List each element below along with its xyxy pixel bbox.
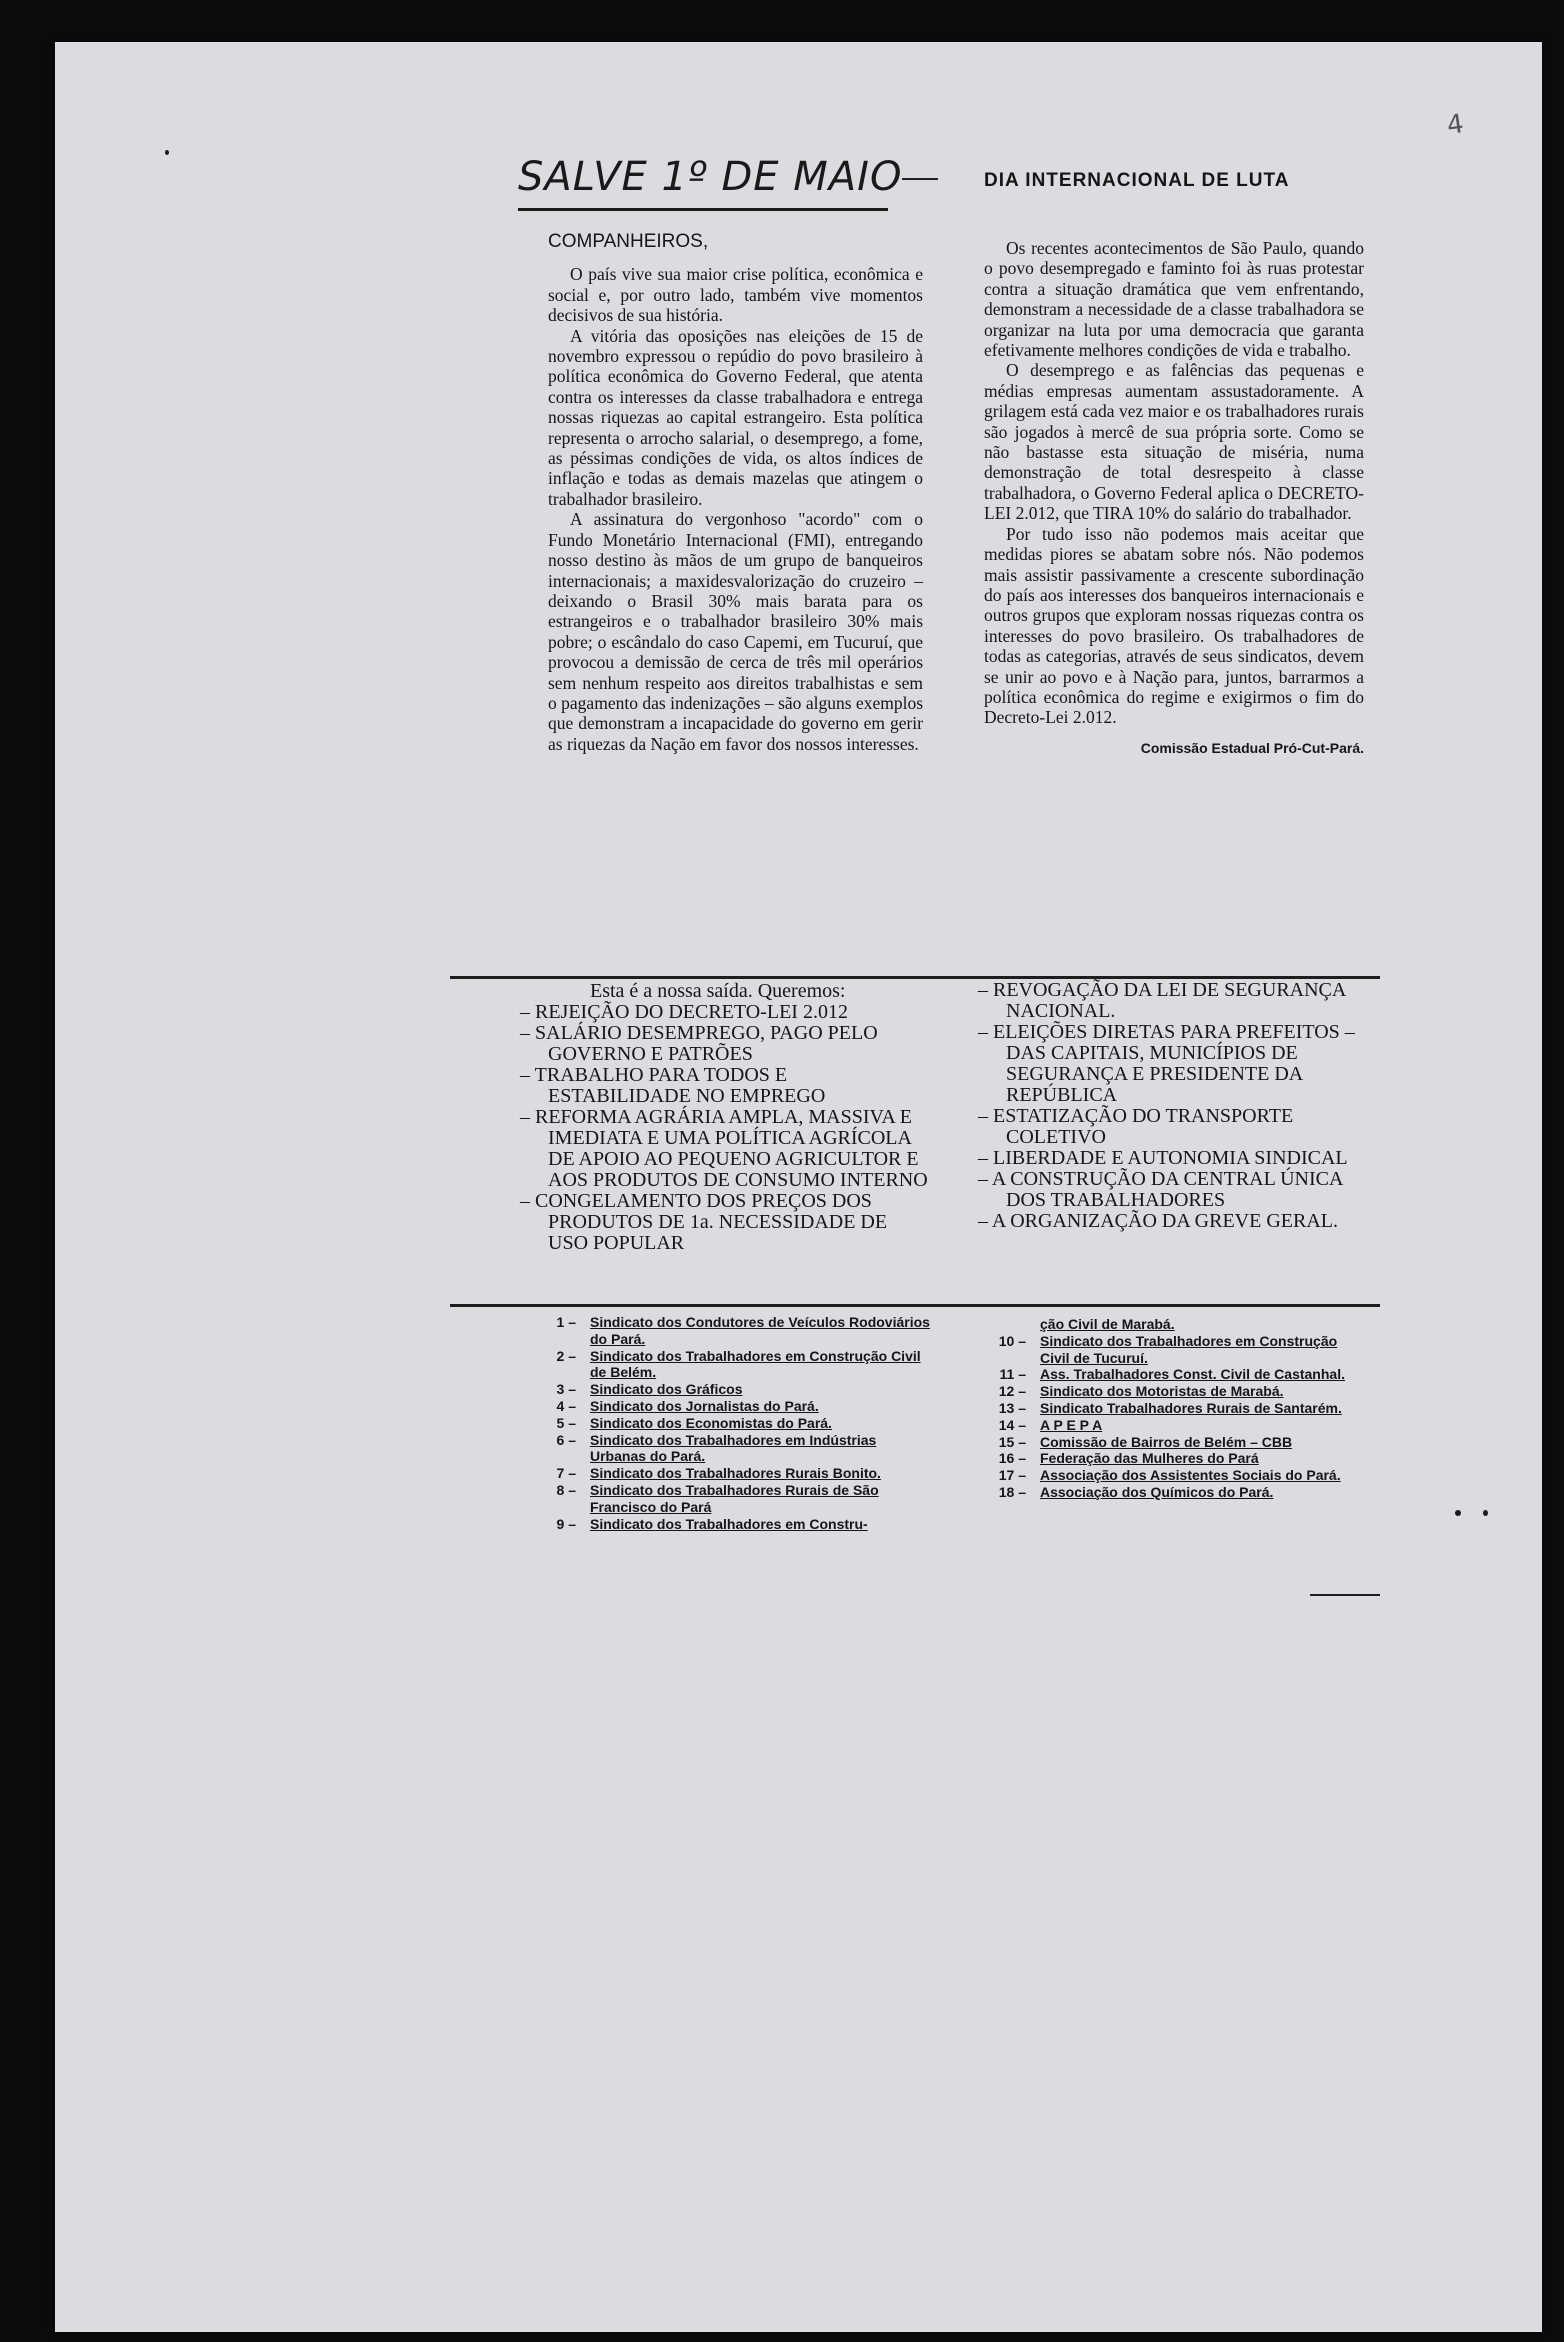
printed-title: DIA INTERNACIONAL DE LUTA bbox=[984, 170, 1290, 191]
org-item: 10 – Sindicato dos Trabalhadores em Construção Civil de Tucuruí. bbox=[998, 1332, 1338, 1366]
speck bbox=[1455, 1510, 1461, 1516]
org-continuation: ção Civil de Marabá. bbox=[1040, 1316, 1175, 1332]
demand-item: – TRABALHO PARA TODOS E ESTABILIDADE NO EMPREGO bbox=[520, 1064, 826, 1107]
org-item: 6 – Sindicato dos Trabalhadores em Indústrias Urbanas do Pará. bbox=[556, 1431, 877, 1465]
demand-item: – REVOGAÇÃO DA LEI DE SEGURANÇA NACIONAL. bbox=[978, 979, 1346, 1022]
organizations-left bbox=[520, 1314, 930, 1532]
demand-item: – ESTATIZAÇÃO DO TRANSPORTE COLETIVO bbox=[978, 1105, 1294, 1148]
org-item: 12 – Sindicato dos Motoristas de Marabá. bbox=[998, 1383, 1284, 1400]
paragraph: A assinatura do vergonhoso "acordo" com o Fundo Monetário Internacional (FMI), entregando nosso destino às mãos de um grupo de banqueiros internacionais; a maxidesvalorização do cruzeiro – deixando o Brasil 30% mais barata para os estrangeiros e o trabalhador brasileiro 30% mais pobre; o escândalo do caso Capemi, em Tucuruí, que provocou a demissão de cerca de três mil operários sem nenhum respeito aos direitos trabalhistas e sem o pagamento das indenizações – são alguns exemplos que demonstram a incapacidade do governo em gerir as riquezas da Nação em favor dos nossos interesses. bbox=[548, 509, 923, 754]
demand-item: – SALÁRIO DESEMPREGO, PAGO PELO GOVERNO E PATRÕES bbox=[520, 1022, 878, 1065]
organizations-right bbox=[970, 1316, 1370, 1501]
org-item: 14 – A P E P A bbox=[998, 1416, 1103, 1433]
demands-intro: Esta é a nossa saída. Queremos: bbox=[590, 980, 846, 1002]
org-item: 5 – Sindicato dos Economistas do Pará. bbox=[556, 1414, 832, 1431]
demand-item: – REJEIÇÃO DO DECRETO-LEI 2.012 bbox=[520, 1001, 848, 1023]
demands-right bbox=[978, 980, 1368, 1232]
org-item: 17 – Associação dos Assistentes Sociais do Pará. bbox=[998, 1467, 1341, 1484]
org-item: 4 – Sindicato dos Jornalistas do Pará. bbox=[556, 1397, 819, 1414]
signature: Comissão Estadual Pró-Cut-Pará. bbox=[1140, 739, 1364, 756]
right-column bbox=[984, 238, 1364, 758]
demand-item: – LIBERDADE E AUTONOMIA SINDICAL bbox=[978, 1147, 1348, 1169]
document-page bbox=[55, 42, 1542, 2332]
demands-left bbox=[520, 1002, 930, 1254]
paragraph: Os recentes acontecimentos de São Paulo, quando o povo desempregado e faminto foi às ruas protestar contra a situação dramática que vem enfrentando, demonstram a necessidade de a classe trabalhadora se organizar na luta por uma democracia que garanta efetivamente melhores condições de vida e trabalho. bbox=[984, 238, 1364, 361]
speck bbox=[165, 150, 169, 155]
paragraph: A vitória das oposições nas eleições de 15 de novembro expressou o repúdio do povo brasileiro à política econômica do Governo Federal, que atenta contra os interesses da classe trabalhadora e entrega nossas riquezas ao capital estrangeiro. Esta política representa o arrocho salarial, o desemprego, a fome, as péssimas condições de vida, os altos índices de inflação e todas as demais mazelas que atingem o trabalhador brasileiro. bbox=[548, 325, 923, 509]
speck bbox=[1483, 1510, 1488, 1516]
handwritten-title: SALVE 1º DE MAIO bbox=[518, 154, 903, 200]
section-rule bbox=[450, 1304, 1380, 1307]
demand-item: – ELEIÇÕES DIRETAS PARA PREFEITOS – DAS CAPITAIS, MUNICÍPIOS DE SEGURANÇA E PRESIDENTE DA REPÚBLICA bbox=[978, 1021, 1355, 1106]
paragraph: O país vive sua maior crise política, econômica e social e, por outro lado, também vive momentos decisivos de sua história. bbox=[548, 264, 923, 326]
page-number: 4 bbox=[1445, 108, 1467, 142]
paragraph: Por tudo isso não podemos mais aceitar que medidas piores se abatam sobre nós. Não podemos mais assistir passivamente a crescente subordinação do país aos interesses dos banqueiros internacionais e outros grupos que exploram nossas riquezas contra os interesses do povo brasileiro. Os trabalhadores de todas as categorias, através de seus sindicatos, devem se unir ao povo e à Nação para, juntos, barrarmos a política econômica do regime e exigirmos o fim do Decreto-Lei 2.012. bbox=[984, 523, 1364, 728]
salutation: COMPANHEIROS, bbox=[548, 231, 709, 252]
org-item: 13 – Sindicato Trabalhadores Rurais de Santarém. bbox=[998, 1399, 1342, 1416]
org-item: 1 – Sindicato dos Condutores de Veículos Rodoviários do Pará. bbox=[556, 1314, 930, 1347]
demand-item: – A ORGANIZAÇÃO DA GREVE GERAL. bbox=[978, 1210, 1338, 1232]
demand-item: – CONGELAMENTO DOS PREÇOS DOS PRODUTOS DE 1a. NECESSIDADE DE USO POPULAR bbox=[520, 1190, 888, 1254]
org-item: 7 – Sindicato dos Trabalhadores Rurais Bonito. bbox=[556, 1465, 881, 1482]
left-column bbox=[548, 232, 923, 754]
demand-item: – REFORMA AGRÁRIA AMPLA, MASSIVA E IMEDIATA E UMA POLÍTICA AGRÍCOLA DE APOIO AO PEQUENO AGRICULTOR E AOS PRODUTOS DE CONSUMO INTERNO bbox=[520, 1106, 928, 1191]
header bbox=[450, 154, 1380, 214]
org-item: 18 – Associação dos Químicos do Pará. bbox=[998, 1483, 1274, 1500]
org-item: 15 – Comissão de Bairros de Belém – CBB bbox=[998, 1433, 1293, 1450]
org-item: 11 – Ass. Trabalhadores Const. Civil de Castanhal. bbox=[999, 1366, 1345, 1383]
org-item: 2 – Sindicato dos Trabalhadores em Construção Civil de Belém. bbox=[556, 1347, 921, 1381]
closing-rule bbox=[1310, 1594, 1380, 1596]
org-item: 9 – Sindicato dos Trabalhadores em Constru- bbox=[556, 1515, 868, 1532]
demand-item: – A CONSTRUÇÃO DA CENTRAL ÚNICA DOS TRABALHADORES bbox=[978, 1168, 1343, 1211]
title-underline bbox=[518, 208, 888, 211]
org-item: 3 – Sindicato dos Gráficos bbox=[556, 1381, 743, 1398]
header-dash bbox=[902, 178, 938, 180]
org-item: 8 – Sindicato dos Trabalhadores Rurais de São Francisco do Pará bbox=[556, 1481, 879, 1515]
org-item: 16 – Federação das Mulheres do Pará bbox=[998, 1450, 1259, 1467]
paragraph: O desemprego e as falências das pequenas e médias empresas aumentam assustadoramente. A grilagem está cada vez maior e os trabalhadores rurais são jogados à mercê de sua própria sorte. Como se não bastasse esta situação de miséria, numa demonstração de total desrespeito à classe trabalhadora, o Governo Federal aplica o DECRETO-LEI 2.012, que TIRA 10% do salário do trabalhador. bbox=[984, 360, 1364, 524]
